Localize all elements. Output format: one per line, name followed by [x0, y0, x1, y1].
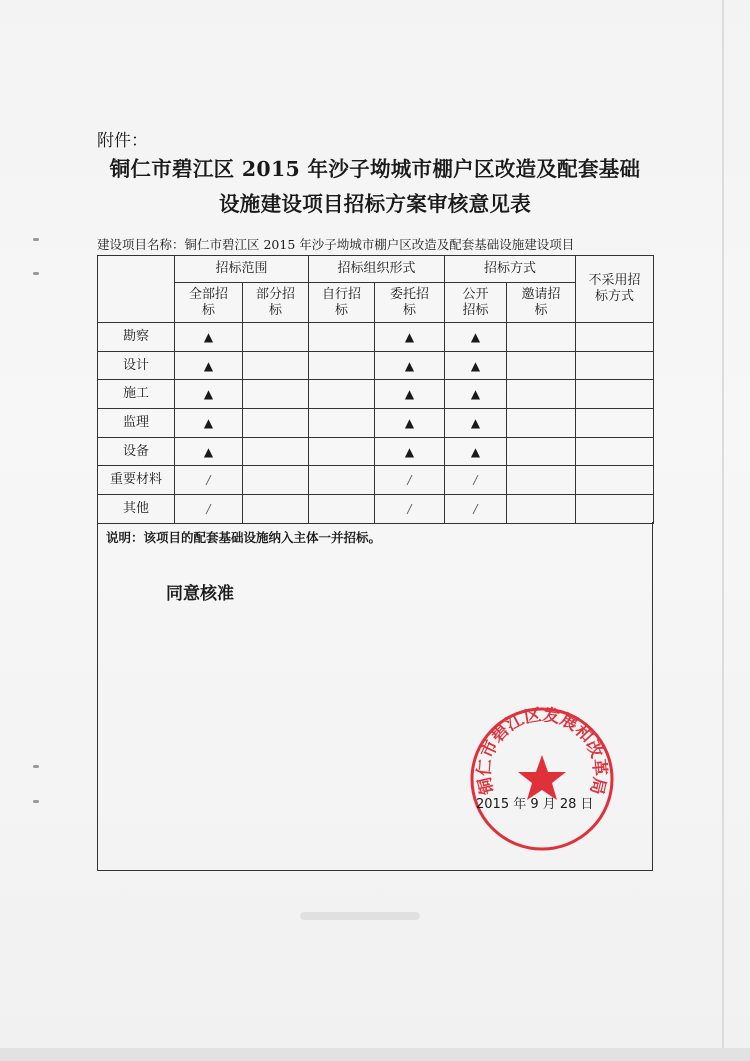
check-triangle-icon: ▲	[175, 323, 243, 352]
check-triangle-icon: ▲	[175, 380, 243, 409]
table-cell	[309, 409, 375, 438]
table-cell	[243, 351, 309, 380]
table-cell	[309, 351, 375, 380]
slash-mark: /	[175, 466, 243, 495]
table-cell	[309, 466, 375, 495]
header-no-bid: 不采用招标方式	[576, 256, 654, 323]
signature-date: 2015 年 9 月 28 日	[476, 797, 594, 812]
check-triangle-icon: ▲	[375, 409, 445, 438]
scan-mark	[33, 272, 39, 275]
check-triangle-icon: ▲	[375, 351, 445, 380]
table-cell	[507, 437, 576, 466]
row-label: 重要材料	[98, 466, 175, 495]
document-title-line1: 铜仁市碧江区 2015 年沙子坳城市棚户区改造及配套基础	[109, 157, 641, 181]
note-text: 说明：该项目的配套基础设施纳入主体一并招标。	[106, 530, 382, 545]
check-triangle-icon: ▲	[375, 323, 445, 352]
header-invited-bid: 邀请招标	[507, 283, 576, 323]
scan-mark	[33, 765, 39, 768]
table-cell	[309, 323, 375, 352]
scan-smudge	[300, 912, 420, 920]
table-cell	[507, 323, 576, 352]
review-table	[97, 255, 654, 524]
header-method: 招标方式	[445, 256, 576, 283]
header-open-bid: 公开招标	[445, 283, 507, 323]
table-cell	[243, 323, 309, 352]
table-cell	[576, 466, 654, 495]
table-row	[98, 380, 654, 409]
check-triangle-icon: ▲	[445, 323, 507, 352]
approval-text: 同意核准	[166, 584, 234, 604]
row-label: 其他	[98, 495, 175, 524]
check-triangle-icon: ▲	[445, 409, 507, 438]
check-triangle-icon: ▲	[375, 380, 445, 409]
header-organization: 招标组织形式	[309, 256, 445, 283]
check-triangle-icon: ▲	[445, 380, 507, 409]
slash-mark: /	[375, 495, 445, 524]
header-partial-bid: 部分招标	[243, 283, 309, 323]
check-triangle-icon: ▲	[175, 437, 243, 466]
table-row	[98, 323, 654, 352]
table-cell	[243, 409, 309, 438]
row-label: 设计	[98, 351, 175, 380]
table-cell	[507, 351, 576, 380]
table-cell	[576, 380, 654, 409]
table-cell	[576, 351, 654, 380]
table-cell	[243, 380, 309, 409]
table-row	[98, 495, 654, 524]
table-cell	[576, 495, 654, 524]
row-label: 勘察	[98, 323, 175, 352]
check-triangle-icon: ▲	[175, 409, 243, 438]
table-cell	[507, 409, 576, 438]
row-label: 监理	[98, 409, 175, 438]
header-full-bid: 全部招标	[175, 283, 243, 323]
slash-mark: /	[375, 466, 445, 495]
check-triangle-icon: ▲	[445, 437, 507, 466]
table-cell	[309, 380, 375, 409]
table-cell	[576, 437, 654, 466]
table-cell	[576, 323, 654, 352]
table-cell	[309, 437, 375, 466]
table-cell	[507, 466, 576, 495]
check-triangle-icon: ▲	[175, 351, 243, 380]
table-cell	[243, 466, 309, 495]
row-label: 设备	[98, 437, 175, 466]
table-row	[98, 466, 654, 495]
slash-mark: /	[445, 495, 507, 524]
slash-mark: /	[445, 466, 507, 495]
check-triangle-icon: ▲	[445, 351, 507, 380]
header-scope: 招标范围	[175, 256, 309, 283]
seal-text: 铜仁市碧江区发展和改革局	[474, 705, 610, 797]
table-cell	[576, 409, 654, 438]
header-entrusted-bid: 委托招标	[375, 283, 445, 323]
document-title-line2: 设施建设项目招标方案审核意见表	[219, 192, 531, 216]
page-bottom-edge	[0, 1048, 750, 1061]
header-row-groups	[98, 256, 654, 283]
header-corner	[98, 256, 175, 323]
table-row	[98, 437, 654, 466]
row-label: 施工	[98, 380, 175, 409]
check-triangle-icon: ▲	[375, 437, 445, 466]
project-name-line: 建设项目名称：铜仁市碧江区 2015 年沙子坳城市棚户区改造及配套基础设施建设项目	[97, 237, 575, 252]
header-self-bid: 自行招标	[309, 283, 375, 323]
table-cell	[309, 495, 375, 524]
table-cell	[243, 495, 309, 524]
official-seal	[468, 705, 616, 853]
table-cell	[243, 437, 309, 466]
slash-mark: /	[175, 495, 243, 524]
scan-mark	[33, 238, 39, 241]
attachment-label: 附件：	[97, 131, 148, 151]
table-row	[98, 351, 654, 380]
table-row	[98, 409, 654, 438]
table-cell	[507, 380, 576, 409]
header-row-sub	[98, 283, 654, 323]
table-cell	[507, 495, 576, 524]
scan-mark	[33, 800, 39, 803]
